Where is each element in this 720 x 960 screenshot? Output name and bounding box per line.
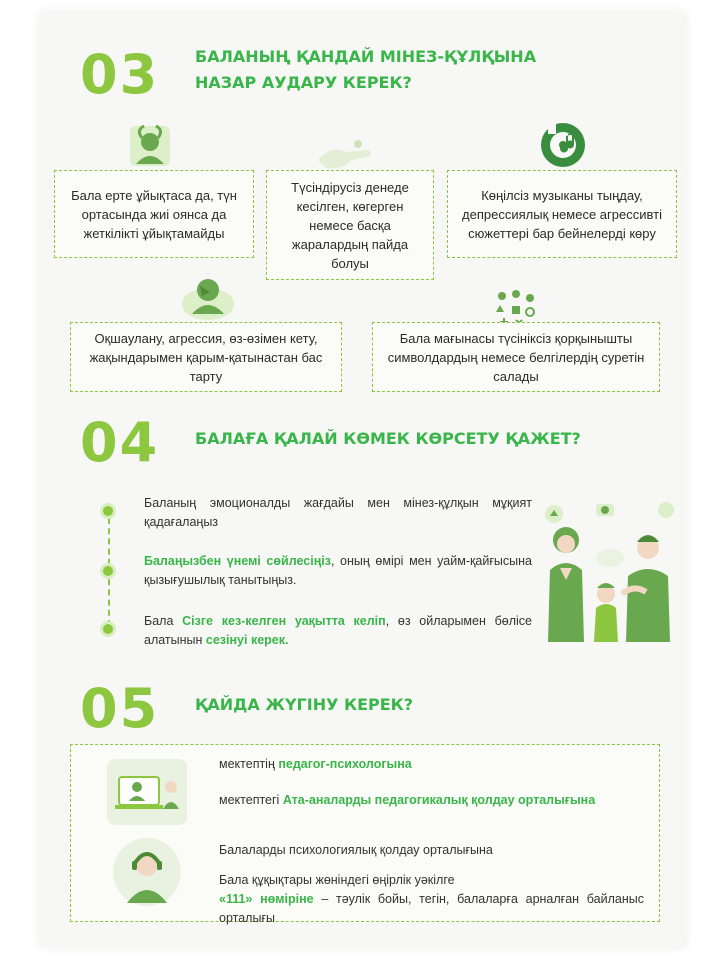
help-item-3-highlight-1: Сізге кез-келген уақытта келіп	[182, 614, 386, 628]
section-4-title: БАЛАҒА ҚАЛАЙ КӨМЕК КӨРСЕТУ ҚАЖЕТ?	[195, 429, 581, 448]
family-illustration	[538, 484, 682, 649]
help-item-2: Балаңызбен үнемі сөйлесіңіз, оның өмірі мен уайм-қайғысына қызығушылық танытыңыз.	[144, 554, 532, 587]
timeline-bullet-1	[100, 503, 116, 519]
behavior-card-sleep: Бала ерте ұйықтаса да, түн ортасында жиі оянса да жеткілікті ұйықтамайды	[54, 170, 254, 258]
where-row-1: мектептің педагог-психологына	[219, 757, 412, 771]
isolation-icon	[180, 274, 236, 327]
section-3-title-line-1: БАЛАНЫҢ ҚАНДАЙ МІНЕЗ-ҚҰЛҚЫНА	[195, 47, 537, 66]
where-row-1-highlight: педагог-психологына	[278, 757, 412, 771]
sleep-icon	[122, 120, 178, 177]
timeline-bullet-3	[100, 621, 116, 637]
section-3-number: 03	[80, 43, 160, 106]
section-3-title-line-2: НАЗАР АУДАРУ КЕРЕК?	[195, 73, 412, 92]
section-5-number: 05	[80, 677, 160, 740]
behavior-card-injuries: Түсіндірусіз денеде кесілген, көгерген немесе басқа жаралардың пайда болуы	[266, 170, 434, 280]
help-item-3-highlight-2: сезінуі керек.	[205, 633, 289, 647]
behavior-card-isolation: Оқшаулану, агрессия, өз-өзімен кету, жақындарымен қарым-қатынастан бас тарту	[70, 322, 342, 392]
help-item-2-highlight: Балаңызбен үнемі сөйлесіңіз	[144, 554, 331, 568]
where-row-2-highlight: Ата-аналарды педагогикалық қолдау орталығына	[282, 793, 596, 807]
help-item-1: Баланың эмоционалды жағдайы мен мінез-құлқын мұқият қадағалаңыз	[144, 496, 532, 529]
infographic-sheet	[40, 12, 685, 947]
help-item-3: Бала Сізге кез-келген уақытта келіп, өз ойларымен бөлісе алатынын сезінуі керек.	[144, 614, 532, 647]
support-operator-icon	[111, 837, 183, 912]
behavior-card-symbols: Бала мағынасы түсініксіз қорқынышты символдардың немесе белгілердің суретін салады	[372, 322, 660, 392]
timeline-bullet-2	[100, 563, 116, 579]
where-row-4-highlight: «111» нөміріне	[219, 892, 314, 906]
section-3-title	[195, 44, 536, 96]
online-counseling-icon	[107, 759, 187, 830]
where-row-3: Балаларды психологиялық қолдау орталығына	[219, 843, 493, 857]
where-row-4: Бала құқықтары жөніндегі өңірлік уәкілге «111» нөміріне – тәулік бойы, тегін, балаларға арналған байланыс орталығы	[219, 873, 644, 925]
section-4-number: 04	[80, 411, 160, 474]
behavior-card-music: Көңілсіз музыканы тыңдау, депрессиялық немесе агрессивті сюжеттері бар бейнелерді көру	[447, 170, 677, 258]
where-to-go-box	[70, 744, 660, 925]
music-disc-icon	[538, 120, 588, 175]
where-row-2: мектептегі Ата-аналарды педагогикалық қолдау орталығына	[219, 793, 596, 807]
section-5-title: ҚАЙДА ЖҮГІНУ КЕРЕК?	[195, 695, 414, 714]
